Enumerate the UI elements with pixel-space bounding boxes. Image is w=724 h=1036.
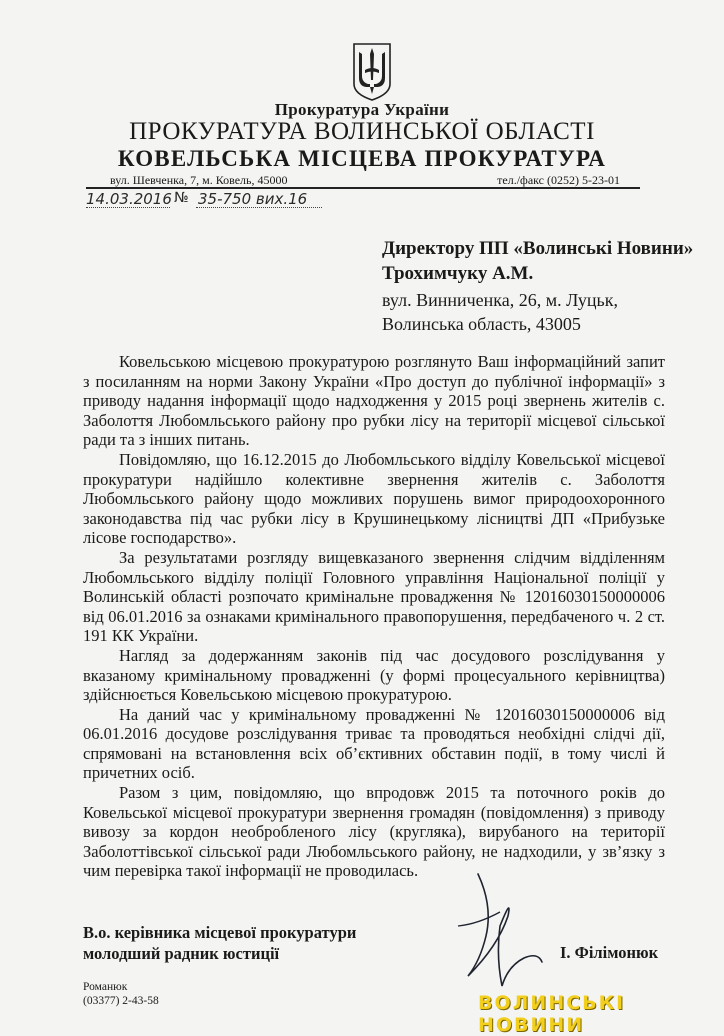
signatory-position: В.о. керівника місцевої прокуратури xyxy=(83,923,357,942)
recipient-position: Директору ПП «Волинські Новини» xyxy=(382,238,694,259)
header-oblast: ПРОКУРАТУРА ВОЛИНСЬКОЇ ОБЛАСТІ xyxy=(129,118,595,145)
handwritten-signature xyxy=(438,866,548,1006)
recipient-region: Волинська область, 43005 xyxy=(382,314,581,334)
signatory-rank: молодший радник юстиції xyxy=(83,944,280,963)
paragraph-1: Ковельською місцевою прокуратурою розглянуто Ваш інформаційний запит з посиланням на норми Закону України «Про доступ до публічної інформації» з приводу надання інформації щодо надходження у 2015 році звернень жителів с. Заболоття Любомльського району про рубки лісу на території місцевої сільської ради та з інших питань. xyxy=(83,352,665,450)
executor-info xyxy=(83,980,159,1008)
paragraph-6: Разом з цим, повідомляю, що впродовж 2015 та поточного років до Ковельської місцевої прокуратури звернення громадян (повідомлення) з приводу вивозу за кордон необробленого лісу (кругляка), вирубаного на території Заболоттівської сільської ради Любомльського району, не надходили, у зв’язку з чим перевірка такої інформації не проводилась. xyxy=(83,783,665,881)
registration-number-label: № xyxy=(174,190,189,206)
recipient-name: Трохимчуку А.М. xyxy=(382,263,534,284)
date-underline xyxy=(86,207,170,208)
recipient-address xyxy=(382,288,618,336)
paragraph-3: За результатами розгляду вищевказаного звернення слідчим відділенням Любомльського відділу поліції Головного управління Національної поліції у Волинській області розпочато кримінальне провадження № 12016030150000006 від 06.01.2016 за ознаками кримінального правопорушення, передбаченого ч. 2 ст. 191 КК України. xyxy=(83,547,665,646)
letter-body xyxy=(83,352,665,881)
signatory-name: І. Філімонюк xyxy=(560,943,659,962)
office-phone: тел./факс (0252) 5-23-01 xyxy=(497,173,620,187)
recipient-street: вул. Винниченка, 26, м. Луцьк, xyxy=(382,290,618,310)
registration-date: 14.03.2016 xyxy=(86,190,172,208)
publisher-watermark: ВОЛИНСЬКІ НОВИНИ xyxy=(478,992,626,1036)
header-local-office: КОВЕЛЬСЬКА МІСЦЕВА ПРОКУРАТУРА xyxy=(117,146,607,171)
office-address: вул. Шевченка, 7, м. Ковель, 45000 xyxy=(110,173,288,187)
header-ukraine: Прокуратура України xyxy=(274,100,450,119)
executor-phone: (03377) 2-43-58 xyxy=(83,995,159,1007)
number-underline xyxy=(196,207,322,208)
header-divider xyxy=(86,187,640,189)
recipient-block xyxy=(382,236,693,286)
paragraph-5: На даний час у кримінальному провадженні № 12016030150000006 від 06.01.2016 досудове розслідування триває та проводяться необхідні слідчі дії, спрямовані на встановлення всіх об’єктивних обставин події, в тому числі й причетних осіб. xyxy=(83,704,665,783)
paragraph-4: Нагляд за додержанням законів під час досудового розслідування у вказаному кримінальному провадженні (у формі процесуального керівництва) здійснюється Ковельською місцевою прокуратурою. xyxy=(83,645,665,705)
executor-name: Романюк xyxy=(83,981,128,993)
paragraph-2: Повідомляю, що 16.12.2015 до Любомльського відділу Ковельської місцевої прокуратури надійшло колективне звернення жителів с. Заболоття Любомльського району щодо можливих порушень вимог природоохоронного законодавства під час рубки лісу в Крушинецькому лісництві ДП «Прибузьке лісове господарство». xyxy=(83,449,665,548)
trident-emblem-icon xyxy=(350,40,394,102)
registration-number: 35-750 вих.16 xyxy=(198,190,308,208)
signatory-title xyxy=(83,922,356,964)
